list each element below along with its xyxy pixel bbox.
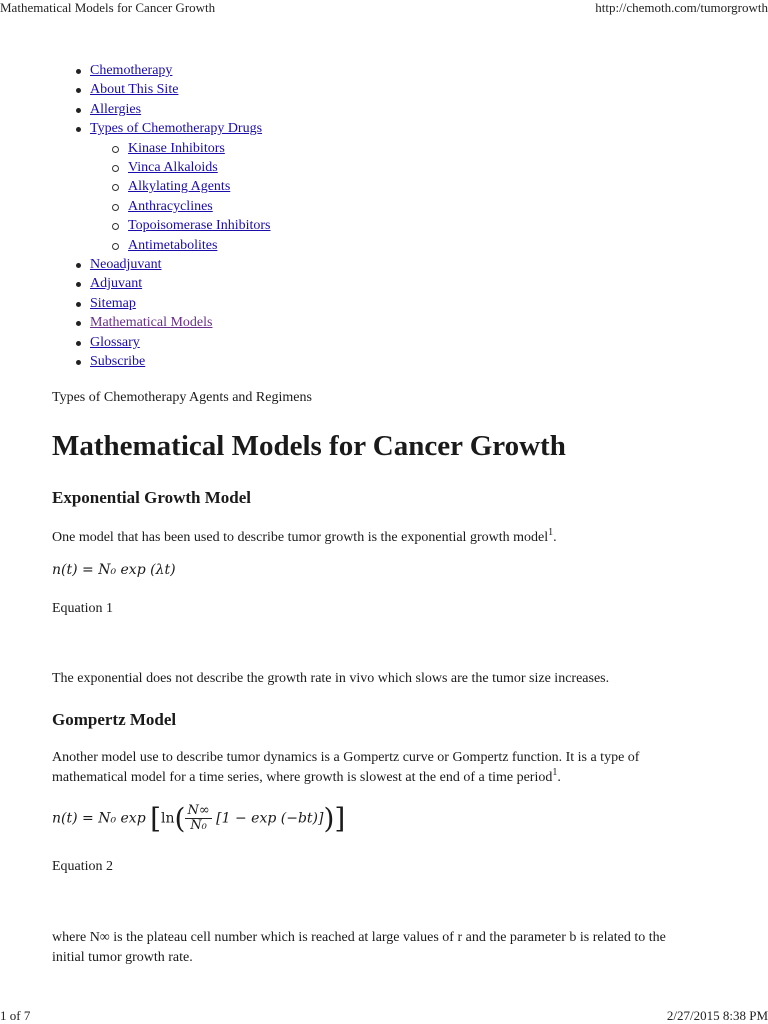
nav-link-allergies[interactable]: Allergies: [90, 101, 142, 117]
nav-link-mathematical-models[interactable]: Mathematical Models: [90, 315, 213, 331]
exponential-intro-end: .: [553, 530, 557, 545]
nav-submenu-drugs: [90, 139, 271, 255]
nav-item-chemotherapy: [72, 61, 271, 80]
gompertz-intro-end: .: [557, 770, 561, 785]
equation-2-bracket-close: ]: [334, 802, 346, 835]
nav-link-kinase-inhibitors[interactable]: Kinase Inhibitors: [128, 140, 225, 156]
nav-link-adjuvant[interactable]: Adjuvant: [90, 276, 143, 292]
equation-2-bracket-open: [: [150, 802, 162, 835]
equation-2: [52, 802, 345, 835]
nav-link-topoisomerase-inhibitors[interactable]: Topoisomerase Inhibitors: [128, 218, 271, 234]
gompertz-intro: [52, 748, 742, 788]
nav-item-types-of-drugs: [72, 119, 271, 255]
nav-item-neoadjuvant: [72, 255, 271, 274]
nav-link-subscribe[interactable]: Subscribe: [90, 354, 146, 370]
site-navigation: [72, 61, 271, 372]
nav-subitem-topoisomerase: [110, 216, 271, 235]
exponential-intro: [52, 528, 742, 548]
nav-subitem-kinase: [110, 139, 271, 158]
print-footer-datetime: 2/27/2015 8:38 PM: [666, 1008, 768, 1023]
gompertz-intro-line2: mathematical model for a time series, where growth is slowest at the end of a time period: [52, 770, 553, 785]
section-heading-exponential: Exponential Growth Model: [52, 488, 251, 507]
exponential-intro-text: One model that has been used to describe tumor growth is the exponential growth model: [52, 530, 549, 545]
equation-1-label: Equation 1: [52, 601, 114, 616]
footnote-ref-1[interactable]: 1: [548, 527, 554, 538]
print-header-title: Mathematical Models for Cancer Growth: [0, 0, 216, 15]
site-tagline: Types of Chemotherapy Agents and Regimens: [52, 390, 312, 405]
nav-link-antimetabolites[interactable]: Antimetabolites: [128, 237, 218, 253]
main-content: [52, 388, 732, 408]
nav-subitem-anthracyclines: [110, 197, 271, 216]
section-heading-gompertz: Gompertz Model: [52, 710, 177, 729]
nav-link-neoadjuvant[interactable]: Neoadjuvant: [90, 257, 162, 273]
nav-link-about[interactable]: About This Site: [90, 82, 179, 98]
nav-link-chemotherapy[interactable]: Chemotherapy: [90, 63, 173, 78]
nav-link-glossary[interactable]: Glossary: [90, 334, 140, 350]
nav-subitem-antimetabolites: [110, 236, 271, 255]
nav-item-subscribe: [72, 352, 271, 371]
equation-2-ln: ln: [161, 810, 175, 827]
nav-subitem-alkylating: [110, 177, 271, 196]
gompertz-where: [52, 928, 742, 968]
nav-link-vinca-alkaloids[interactable]: Vinca Alkaloids: [128, 160, 218, 176]
equation-2-paren-open: (: [174, 802, 186, 835]
nav-subitem-vinca: [110, 158, 271, 177]
nav-item-math-models: [72, 313, 271, 332]
gompertz-where-line1: where N∞ is the plateau cell number which is reached at large values of r and the parameter b is related to the: [52, 930, 666, 945]
print-header-url: http://chemoth.com/tumorgrowth: [595, 0, 768, 15]
gompertz-intro-line1: Another model use to describe tumor dynamics is a Gompertz curve or Gompertz function. It is a type of: [52, 750, 640, 765]
nav-item-adjuvant: [72, 274, 271, 293]
equation-2-rest: [1 − exp (−bt)]: [216, 810, 324, 827]
nav-link-anthracyclines[interactable]: Anthracyclines: [128, 198, 213, 214]
footnote-ref-1b[interactable]: 1: [552, 767, 558, 778]
nav-link-sitemap[interactable]: Sitemap: [90, 295, 136, 311]
equation-2-fraction: [185, 804, 211, 833]
print-footer-page: 1 of 7: [0, 1008, 31, 1023]
page-title: Mathematical Models for Cancer Growth: [52, 430, 566, 462]
nav-link-alkylating-agents[interactable]: Alkylating Agents: [128, 179, 231, 195]
equation-2-left: n(t) = N₀ exp: [52, 810, 146, 827]
nav-item-sitemap: [72, 294, 271, 313]
nav-link-types-of-drugs[interactable]: Types of Chemotherapy Drugs: [90, 121, 263, 137]
nav-item-about: [72, 80, 271, 99]
equation-2-label: Equation 2: [52, 859, 114, 874]
exponential-note: The exponential does not describe the growth rate in vivo which slows are the tumor size increases.: [52, 671, 610, 686]
gompertz-where-line2: initial tumor growth rate.: [52, 950, 193, 965]
equation-2-paren-close: ): [323, 802, 335, 835]
equation-1: n(t) = N₀ exp (λt): [52, 562, 176, 578]
equation-2-numerator: N∞: [187, 803, 210, 818]
nav-item-glossary: [72, 333, 271, 352]
equation-2-denominator: N₀: [190, 818, 207, 833]
nav-item-allergies: [72, 100, 271, 119]
